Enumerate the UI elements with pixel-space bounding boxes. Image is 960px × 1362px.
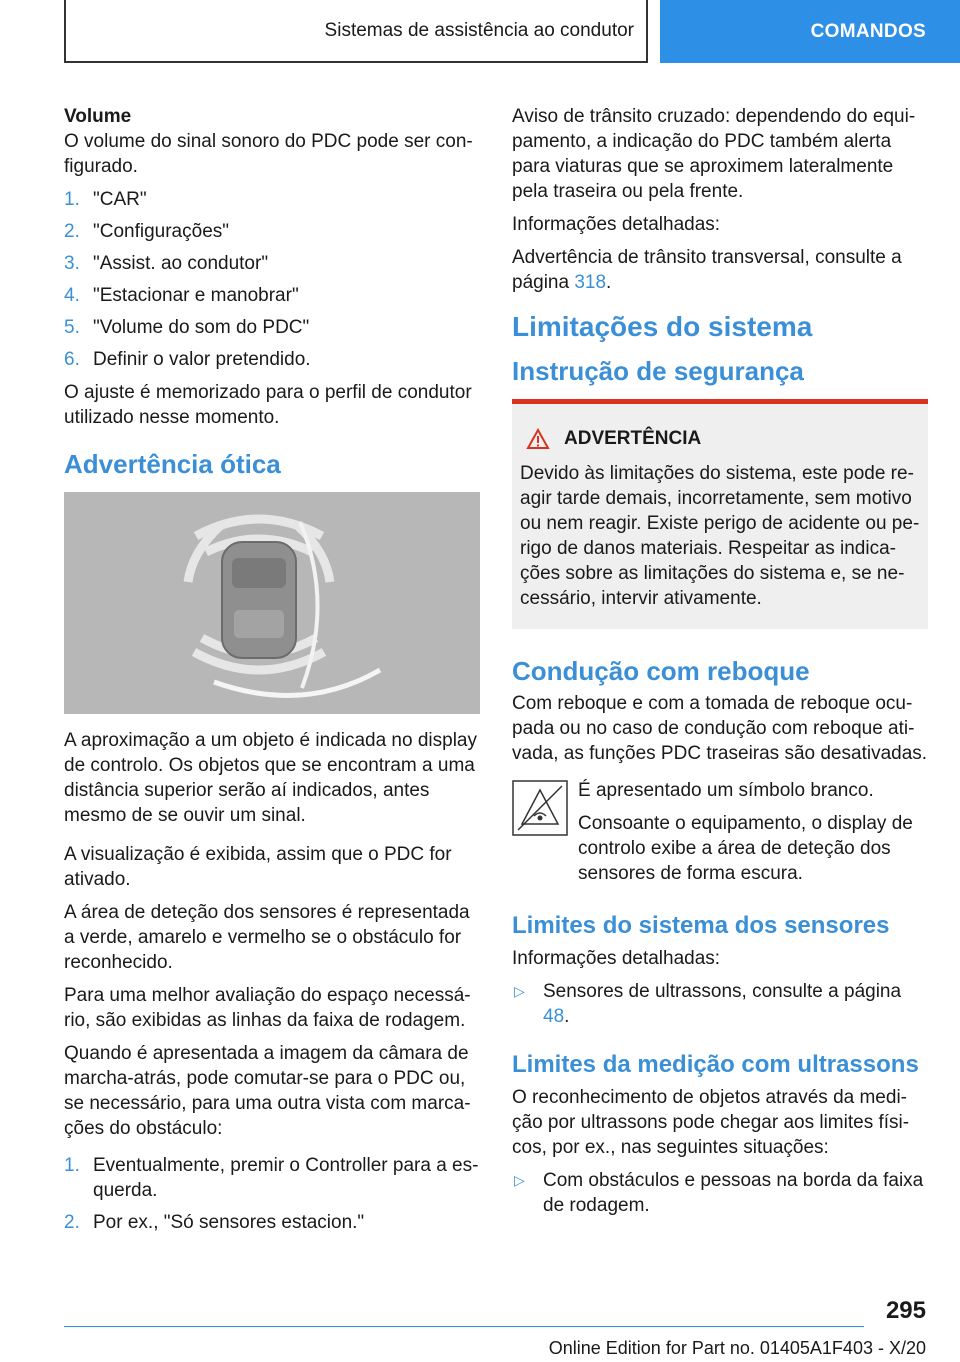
system-limits-heading: Limitações do sistema [512,311,813,342]
optical-warning-heading: Advertência ótica [64,449,281,479]
ultrasound-limits-heading: Limites da medição com ultrassons [512,1051,919,1078]
volume-steps [64,187,480,372]
cross-ref-paragraph: Advertência de trânsito transversal, consulte a página 318. [512,247,902,293]
list-item: 3. "Assist. ao condutor" [64,253,269,274]
towing-text: Com reboque e com a tomada de reboque ocupada ou no caso de condução com reboque ativada, as funções PDC traseiras são desativadas. [512,693,928,764]
towing-symbol-text-2: Consoante o equipamento, o display de controlo exibe a área de deteção dos sensores de forma escura. [578,813,913,884]
footer-edition: Online Edition for Part no. 01405A1F403 - X/20 [548,1338,926,1358]
volume-text: O volume do sinal sonoro do PDC pode ser configurado. [64,131,473,177]
list-item: 4. "Estacionar e manobrar" [64,285,299,306]
cross-traffic-text: Aviso de trânsito cruzado: dependendo do equipamento, a indicação do PDC também alerta para viaturas que se aproximem lateralmente pela traseira ou pela frente. [512,106,916,202]
pdc-display-figure [64,492,480,714]
page-link-318[interactable]: 318 [574,272,607,293]
warning-triangle-icon [526,428,550,450]
chapter-title: COMANDOS [810,21,926,42]
list-item: 6. Definir o valor pretendido. [64,349,311,370]
optical-paragraph-1: A aproximação a um objeto é indicada no display de controlo. Os objetos que se encontram a uma distância superior serão aí indicados, antes mesmo de se ouvir um sinal. [64,730,477,826]
details-label: Informações detalhadas: [512,214,721,235]
list-item: 2. Por ex., "Só sensores estacion." [64,1212,365,1233]
safety-heading: Instrução de segurança [512,356,804,386]
towing-symbol-block [512,778,928,886]
list-item: 2. "Configurações" [64,221,230,242]
warning-label: ADVERTÊNCIA [564,428,702,449]
list-item: ▷ Com obstáculos e pessoas na borda da faixa de rodagem. [514,1170,924,1216]
sensor-ref-list [512,979,928,1029]
volume-heading: Volume [64,106,132,127]
left-column [64,104,480,1243]
warning-text: Devido às limitações do sistema, este pode reagir tarde demais, incorretamente, sem motivo ou nem reagir. Existe perigo de acidente ou perigo de danos materiais. Respeitar as indicações sobre as limitações do sistema e, se necessário, intervir ativamente. [520,463,920,609]
page-number: 295 [885,1297,926,1324]
ultrasound-list [512,1168,928,1218]
warning-header [520,426,920,451]
optical-paragraph-5: Quando é apresentada a imagem da câmara de marcha-atrás, pode comutar-se para o PDC ou, se necessário, para uma outra vista com marcações do obstáculo: [64,1043,471,1139]
footer-rule [64,1326,864,1327]
optical-paragraph-2: A visualização é exibida, assim que o PDC for ativado. [64,844,452,890]
pdc-car-illustration [64,492,480,714]
page-link-48[interactable]: 48 [543,1006,565,1027]
ultrasound-text: O reconhecimento de objetos através da medição por ultrassons pode chegar aos limites físicos, por ex., nas seguintes situações: [512,1087,910,1158]
triangle-bullet-icon: ▷ [514,1172,525,1188]
sensor-details-label: Informações detalhadas: [512,948,721,969]
list-item: ▷ Sensores de ultrassons, consulte a página 48. [514,981,902,1027]
warning-box [512,399,928,629]
towing-symbol-text-1: É apresentado um símbolo branco. [578,780,874,801]
list-item: 1. Eventualmente, premir o Controller para a esquerda. [64,1155,479,1201]
header-chapter-tab[interactable] [660,0,960,63]
towing-heading: Condução com reboque [512,656,810,686]
triangle-bullet-icon: ▷ [514,983,525,999]
optical-paragraph-4: Para uma melhor avaliação do espaço necessário, são exibidas as linhas da faixa de rodagem. [64,985,471,1031]
optical-paragraph-3: A área de deteção dos sensores é representada a verde, amarelo e vermelho se o obstáculo for reconhecido. [64,902,470,973]
list-item: 1. "CAR" [64,189,147,210]
header-section [64,0,648,63]
list-item: 5. "Volume do som do PDC" [64,317,310,338]
right-column [512,104,928,1226]
volume-after-text: O ajuste é memorizado para o perfil de condutor utilizado nesse momento. [64,382,472,428]
trailer-symbol-icon [512,780,568,836]
camera-steps [64,1153,480,1235]
section-title: Sistemas de assistência ao condutor [324,20,634,41]
sensor-limits-heading: Limites do sistema dos sensores [512,912,890,939]
